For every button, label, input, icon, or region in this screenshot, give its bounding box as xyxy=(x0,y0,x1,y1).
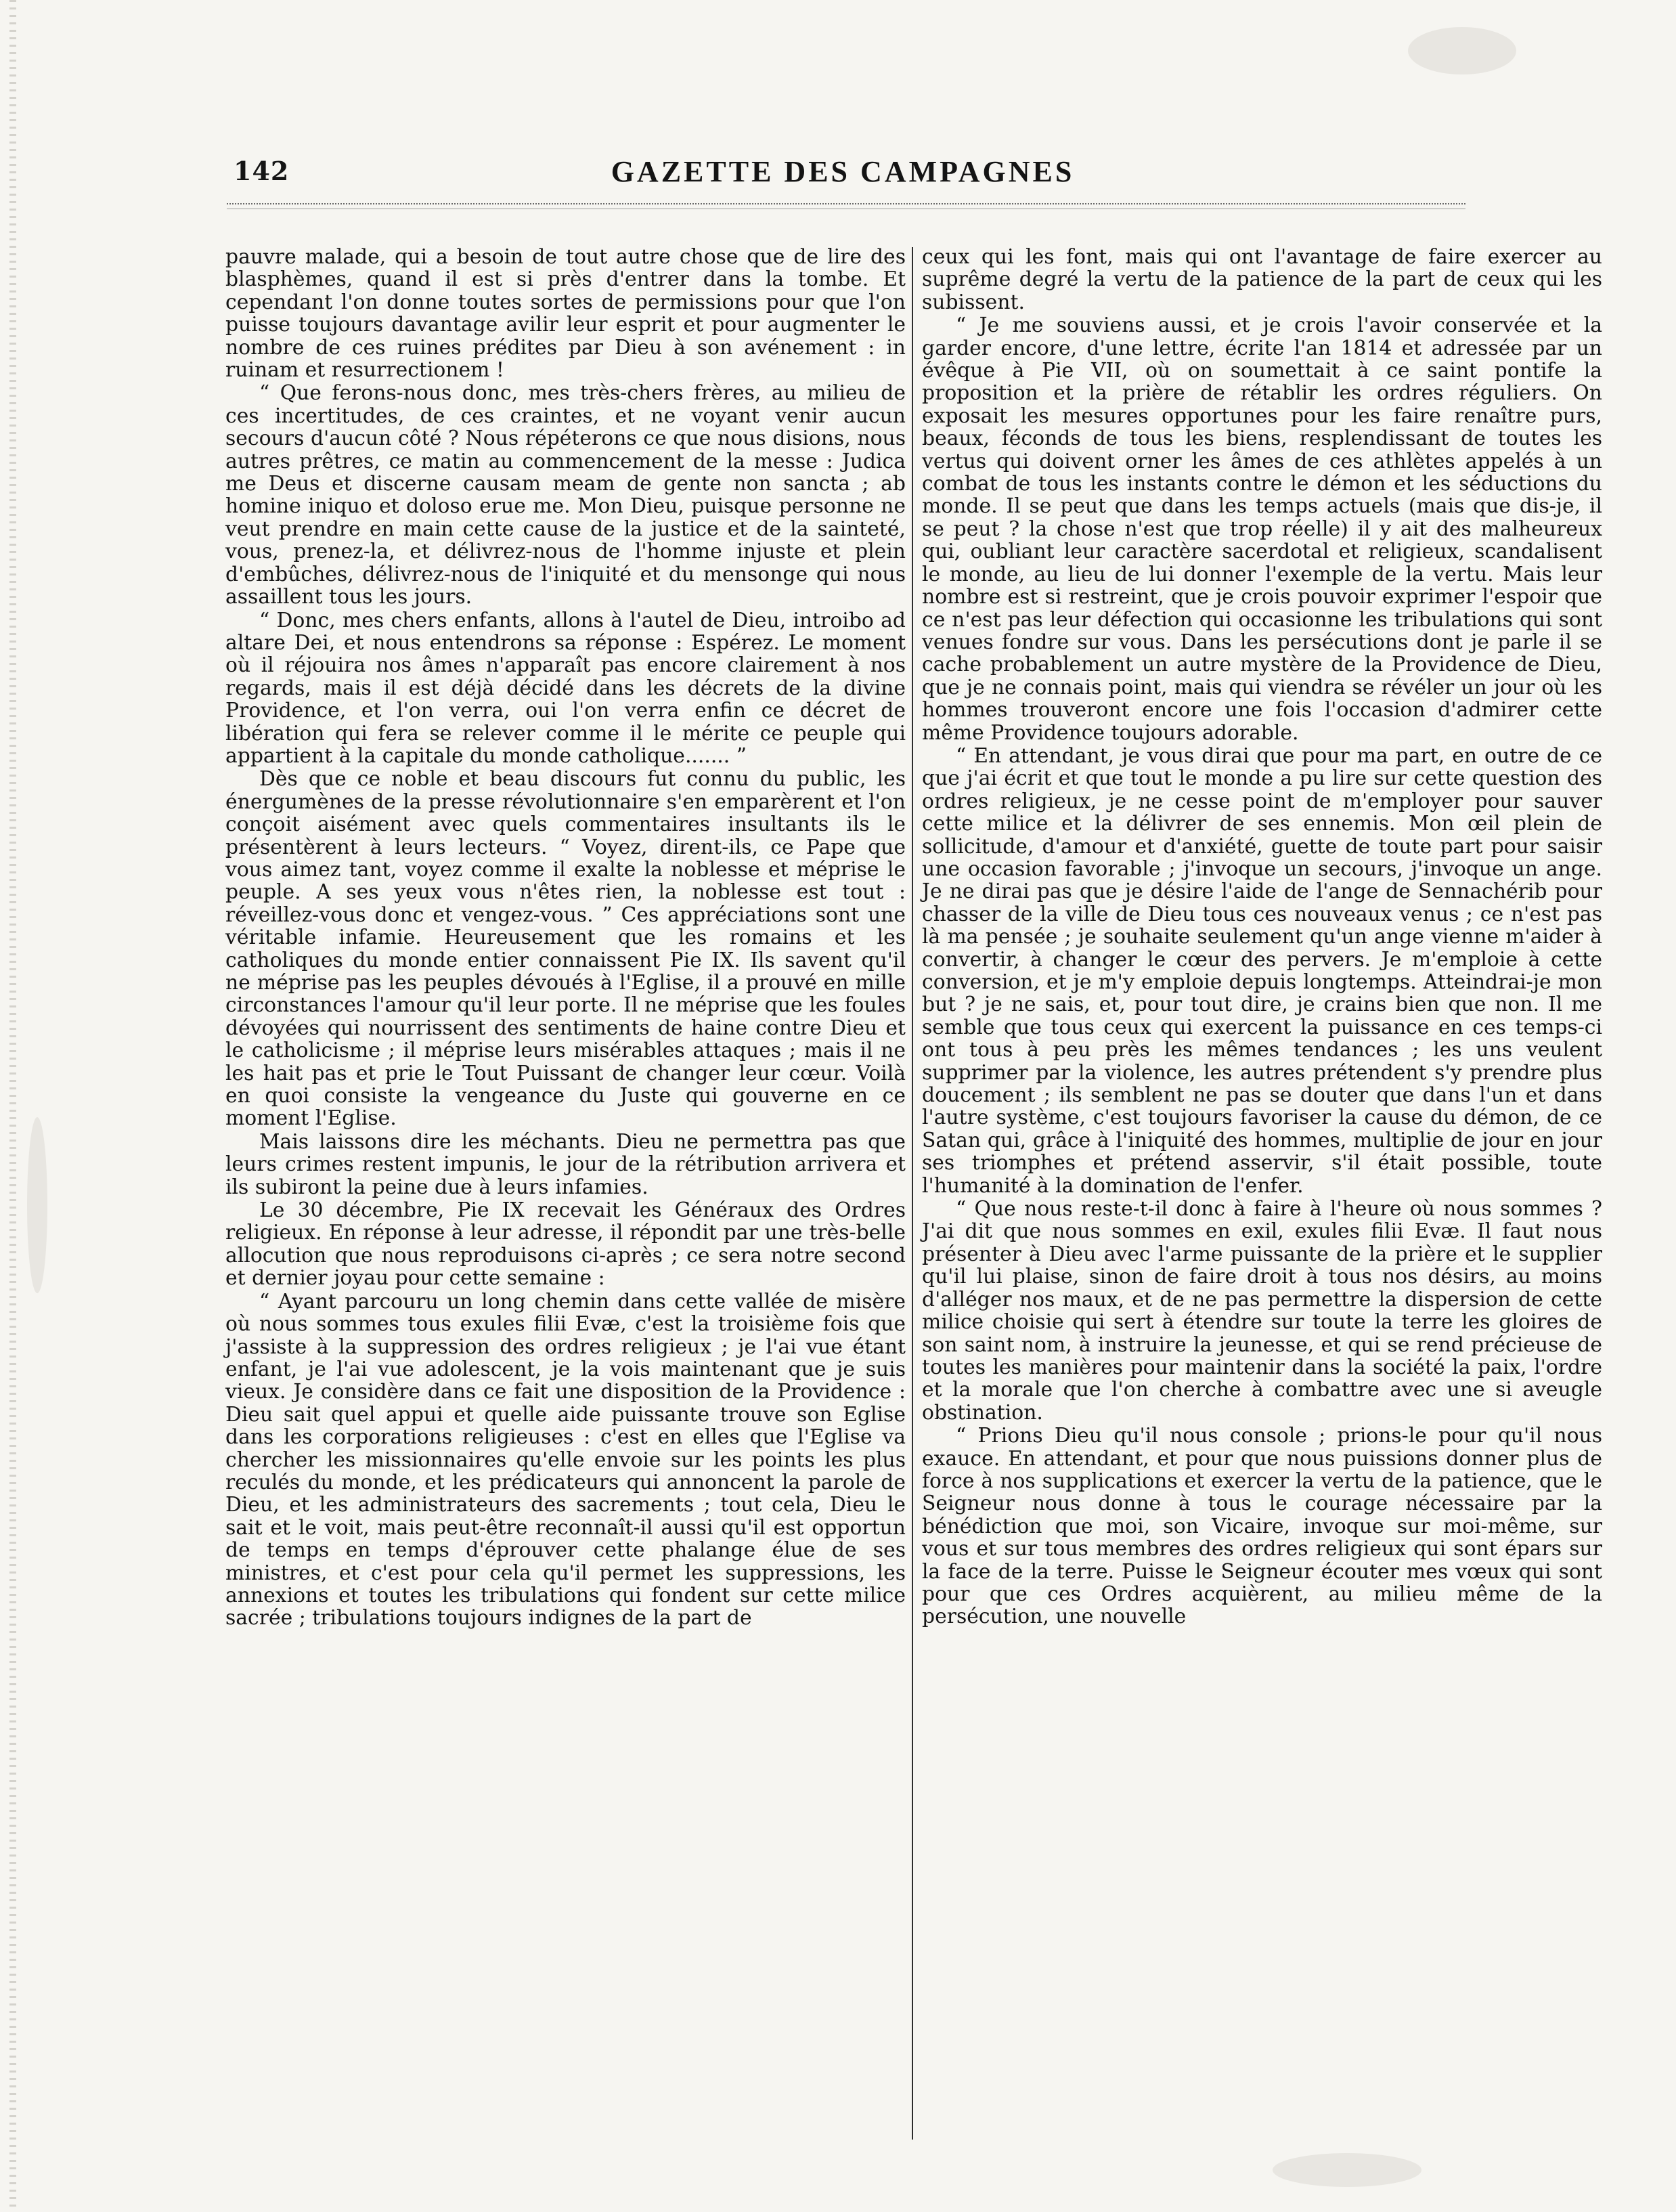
paragraph: “ Que nous reste-t-il donc à faire à l'heure où nous sommes ? J'ai dit que nous sommes en exil, exules filii Evæ. Il faut nous présenter à Dieu avec l'arme puissante de la prière et le supplier qu'il lui plaise, sinon de faire droit à tous nos désirs, au moins d'alléger nos maux, et de ne pas permettre la dispersion de cette milice choisie qui sert à étendre sur toute la terre les gloires de son saint nom, à instruire la jeunesse, et qui se rend précieuse de toutes les manières pour maintenir dans la société la paix, l'ordre et la morale que l'on cherche à combattre avec une si aveugle obstination. xyxy=(922,1197,1602,1425)
paragraph: Mais laissons dire les méchants. Dieu ne permettra pas que leurs crimes restent impunis, le jour de la rétribution arrivera et ils subiront la peine due à leurs infamies. xyxy=(225,1129,906,1199)
paper-speckle xyxy=(27,1117,47,1293)
page-number: 142 xyxy=(234,156,290,186)
column-rule xyxy=(912,247,913,2140)
paragraph: “ Donc, mes chers enfants, allons à l'autel de Dieu, introibo ad altare Dei, et nous entendrons sa réponse : Espérez. Le moment où il réjouira nos âmes n'apparaît pas encore clairement à nos regards, mais il est déjà décidé dans les décrets de la divine Providence, et l'on verra, oui l'on verra enfin ce décret de libération qui fera se relever comme il le mérite ce peuple qui appartient à la capitale du monde catholique....... ” xyxy=(225,608,906,768)
right-column xyxy=(922,246,1602,1628)
paragraph: “ Je me souviens aussi, et je crois l'avoir conservée et la garder encore, d'une lettre, écrite l'an 1814 et adressée par un évêque à Pie VII, où on soumettait à ce saint pontife la proposition et la prière de rétablir les ordres réguliers. On exposait les mesures opportunes pour les faire renaître purs, beaux, féconds de tous les biens, resplendissant de toutes les vertus qui doivent orner les âmes de ces athlètes appelés à un combat de tous les instants contre le démon et les séductions du monde. Il se peut que dans les temps actuels (mais que dis-je, il se peut ? la chose n'est que trop réelle) il y ait des malheureux qui, oubliant leur caractère sacerdotal et religieux, scandalisent le monde, au lieu de lui donner l'exemple de la vertu. Mais leur nombre est si restreint, que je crois pouvoir exprimer l'espoir que ce n'est pas leur défection qui occasionne les tribulations qui sont venues fondre sur vous. Dans les persécutions dont je parle il se cache probablement un autre mystère de la Providence de Dieu, que je ne connais point, mais qui viendra se révéler un jour où les hommes trouveront encore une fois l'occasion d'admirer cette même Providence toujours adorable. xyxy=(922,313,1602,745)
left-column xyxy=(225,246,906,1630)
paragraph: “ Que ferons-nous donc, mes très-chers frères, au milieu de ces incertitudes, de ces craintes, et ne voyant venir aucun secours d'aucun côté ? Nous répéterons ce que nous disions, nous autres prêtres, ce matin au commencement de la messe : Judica me Deus et discerne causam meam de gente non sancta ; ab homine iniquo et doloso erue me. Mon Dieu, puisque personne ne veut prendre en main cette cause de la justice et de la sainteté, vous, prenez-la, et délivrez-nous de l'homme injuste et plein d'embûches, délivrez-nous de l'iniquité et du mensonge qui nous assaillent tous les jours. xyxy=(225,381,906,609)
binding-edge xyxy=(9,0,16,2212)
paragraph: Le 30 décembre, Pie IX recevait les Généraux des Ordres religieux. En réponse à leur adresse, il répondit par une très-belle allocution que nous reproduisons ci-après ; ce sera notre second et dernier joyau pour cette semaine : xyxy=(225,1198,906,1291)
paragraph: ceux qui les font, mais qui ont l'avantage de faire exercer au suprême degré la vertu de la patience de la part de ceux qui les subissent. xyxy=(922,245,1602,314)
paragraph: pauvre malade, qui a besoin de tout autre chose que de lire des blasphèmes, quand il est si près d'entrer dans la tombe. Et cependant l'on donne toutes sortes de permissions pour que l'on puisse toujours davantage avilir leur esprit et pour augmenter le nombre de ces ruines prédites par Dieu à son avénement : in ruinam et resurrectionem ! xyxy=(225,245,906,383)
paragraph: “ Ayant parcouru un long chemin dans cette vallée de misère où nous sommes tous exules filii Evæ, c'est la troisième fois que j'assiste à la suppression des ordres religieux ; je l'ai vue étant enfant, je l'ai vue adolescent, je la vois maintenant que je suis vieux. Je considère dans ce fait une disposition de la Providence : Dieu sait quel appui et quelle aide puissante trouve son Eglise dans les corporations religieuses : c'est en elles que l'Eglise va chercher les missionnaires qu'elle envoie sur les points les plus reculés du monde, et les prédicateurs qui annoncent la parole de Dieu, et les administrateurs des sacrements ; tout cela, Dieu le sait et le voit, mais peut-être reconnaît-il aussi qu'il est opportun de temps en temps d'éprouver cette phalange élue de ses ministres, et c'est pour cela qu'il permet les suppressions, les annexions et toutes les tribulations qui fondent sur cette milice sacrée ; tribulations toujours indignes de la part de xyxy=(225,1289,906,1630)
page-header xyxy=(227,150,1459,191)
paper-speckle xyxy=(1408,27,1516,74)
paragraph: “ En attendant, je vous dirai que pour ma part, en outre de ce que j'ai écrit et que tout le monde a pu lire sur cette question des ordres religieux, je ne cesse point de m'employer pour sauver cette milice et la délivrer de ses ennemis. Mon œil plein de sollicitude, d'amour et d'anxiété, guette de toute part pour saisir une occasion favorable ; j'invoque un secours, j'invoque un ange. Je ne dirai pas que je désire l'aide de l'ange de Sennachérib pour chasser de la ville de Dieu tous ces nouveaux venus ; ce n'est pas là ma pensée ; je souhaite seulement qu'un ange vienne m'aider à convertir, à changer le cœur des pervers. Je m'emploie à cette conversion, et je m'y emploie depuis longtemps. Atteindrai-je mon but ? je ne sais, et, pour tout dire, je crains bien que non. Il me semble que tous ceux qui exercent la puissance en ces temps-ci ont tous à peu près les mêmes tendances ; les uns veulent supprimer par la violence, les autres prétendent s'y prendre plus doucement ; ils semblent ne pas se douter que dans l'un et dans l'autre système, c'est toujours favoriser la cause du démon, de ce Satan qui, grâce à l'iniquité des hommes, multiplie de jour en jour ses triomphes et prétend asservir, s'il était possible, toute l'humanité à la domination de l'enfer. xyxy=(922,743,1602,1198)
running-title: GAZETTE DES CAMPAGNES xyxy=(611,155,1075,188)
paragraph: Dès que ce noble et beau discours fut connu du public, les énergumènes de la presse révolutionnaire s'en emparèrent et l'on conçoit aisément avec quels commentaires insultants ils le présentèrent à leurs lecteurs. “ Voyez, dirent-ils, ce Pape que vous aimez tant, voyez comme il exalte la noblesse et méprise le peuple. A ses yeux vous n'êtes rien, la noblesse est tout : réveillez-vous donc et vengez-vous. ” Ces appréciations sont une véritable infamie. Heureusement que les romains et les catholiques du monde entier connaissent Pie IX. Ils savent qu'il ne méprise pas les peuples dévoués à l'Eglise, il a prouvé en mille circonstances l'amour qu'il leur porte. Il ne méprise que les foules dévoyées qui nourrissent des sentiments de haine contre Dieu et le catholicisme ; il méprise leurs misérables attaques ; mais il ne les hait pas et prie le Tout Puissant de changer leur cœur. Voilà en quoi consiste la vengeance du Juste qui gouverne en ce moment l'Eglise. xyxy=(225,767,906,1131)
header-rule xyxy=(227,203,1465,209)
paper-speckle xyxy=(1273,2153,1421,2187)
paragraph: “ Prions Dieu qu'il nous console ; prions-le pour qu'il nous exauce. En attendant, et pour que nous puissions donner plus de force à nos supplications et exercer la vertu de la patience, que le Seigneur nous donne à tous le courage nécessaire par la bénédiction que moi, son Vicaire, invoque sur moi-même, sur vous et sur tous membres des ordres religieux qui sont épars sur la face de la terre. Puisse le Seigneur écouter mes vœux qui sont pour que ces Ordres acquièrent, au milieu même de la persécution, une nouvelle xyxy=(922,1424,1602,1629)
